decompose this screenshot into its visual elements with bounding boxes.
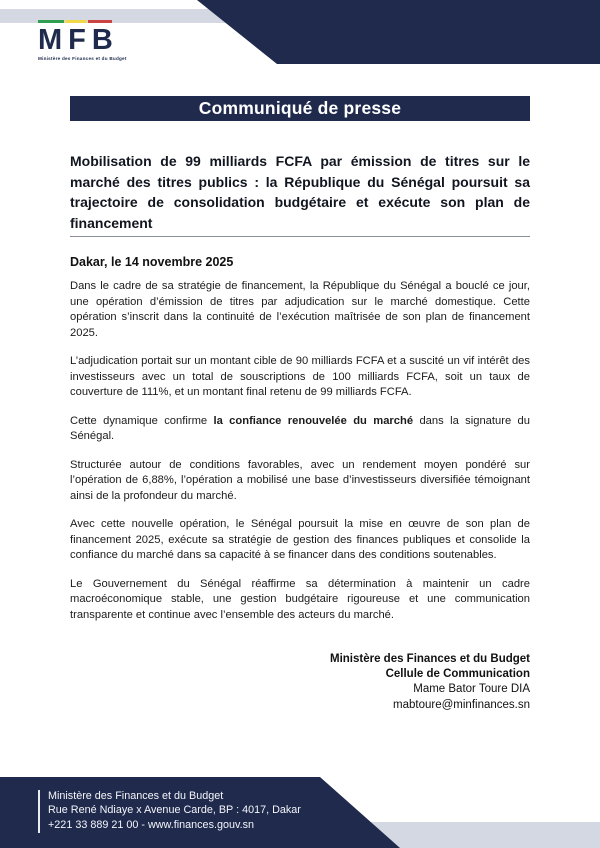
press-release-banner: Communiqué de presse bbox=[70, 96, 530, 121]
dateline: Dakar, le 14 novembre 2025 bbox=[70, 255, 234, 269]
page-footer bbox=[0, 770, 600, 848]
body-text bbox=[70, 279, 530, 636]
body-paragraph-5: Avec cette nouvelle opération, le Sénégal poursuit la mise en œuvre de son plan de financement 2025, exécute sa stratégie de gestion des finances publiques et consolide la confiance du marché dans sa capacité à se financer dans des conditions soutenables. bbox=[70, 518, 530, 561]
paragraph-3-text-end: dans la signature du Sénégal. bbox=[70, 414, 530, 442]
body-paragraph-2: L’adjudication portait sur un montant cible de 90 milliards FCFA et a suscité un vif intérêt des investisseurs avec un total de souscriptions de 100 milliards FCFA, soit un taux de couverture de 111%, et un montant final retenu de 99 milliards FCFA. bbox=[70, 355, 530, 398]
footer-accent-bar bbox=[38, 790, 40, 833]
signature-block bbox=[70, 652, 530, 713]
body-paragraph-6: Le Gouvernement du Sénégal réaffirme sa détermination à maintenir un cadre macroéconomique stable, une gestion budgétaire rigoureuse et une communication transparente et continue avec l’ensemble des acteurs du marché. bbox=[70, 577, 530, 621]
headline-rule bbox=[70, 236, 530, 237]
logo-tagline: Ministère des Finances et du Budget bbox=[38, 56, 127, 61]
footer-phone-website: +221 33 889 21 00 - www.finances.gouv.sn bbox=[48, 818, 254, 831]
footer-address: Rue René Ndiaye x Avenue Carde, BP : 4017, Dakar bbox=[48, 804, 301, 817]
senegal-flag-stripes bbox=[38, 20, 112, 23]
flag-stripe-green bbox=[38, 20, 64, 23]
mfb-logo bbox=[38, 20, 128, 61]
body-paragraph-4: Structurée autour de conditions favorables, avec un rendement moyen pondéré sur l’opération de 6,88%, l’opération a mobilisé une base d’investisseurs diversifiée témoignant ainsi de la profondeur du marché. bbox=[70, 458, 530, 502]
footer-org: Ministère des Finances et du Budget bbox=[48, 790, 224, 802]
body-paragraph-1: Dans le cadre de sa stratégie de financement, la République du Sénégal a bouclé ce jour, une opération d’émission de titres par adjudication sur le marché domestique. Cette opération s’inscrit dans la continuité de l’exécution maîtrisée de son plan de financement 2025. bbox=[70, 280, 530, 339]
paragraph-3-text: Cette dynamique confirme bbox=[70, 414, 214, 427]
paragraph-3-emphasis: la confiance renouvelée du marché bbox=[213, 414, 414, 427]
headline: Mobilisation de 99 milliards FCFA par émission de titres sur le marché des titres publics : la République du Sénégal poursuit sa trajectoire de consolidation budgétaire et exécute son plan de financement bbox=[70, 153, 530, 231]
signature-unit: Cellule de Communication bbox=[385, 668, 530, 681]
signature-contact-email: mabtoure@minfinances.sn bbox=[393, 698, 530, 711]
footer-contact-info bbox=[48, 789, 301, 832]
body-paragraph-3 bbox=[70, 414, 530, 445]
logo-acronym: MFB bbox=[38, 24, 119, 56]
signature-contact-name: Mame Bator Toure DIA bbox=[413, 683, 530, 696]
flag-stripe-yellow bbox=[65, 20, 87, 23]
signature-org: Ministère des Finances et du Budget bbox=[329, 653, 530, 665]
flag-stripe-red bbox=[88, 20, 112, 23]
